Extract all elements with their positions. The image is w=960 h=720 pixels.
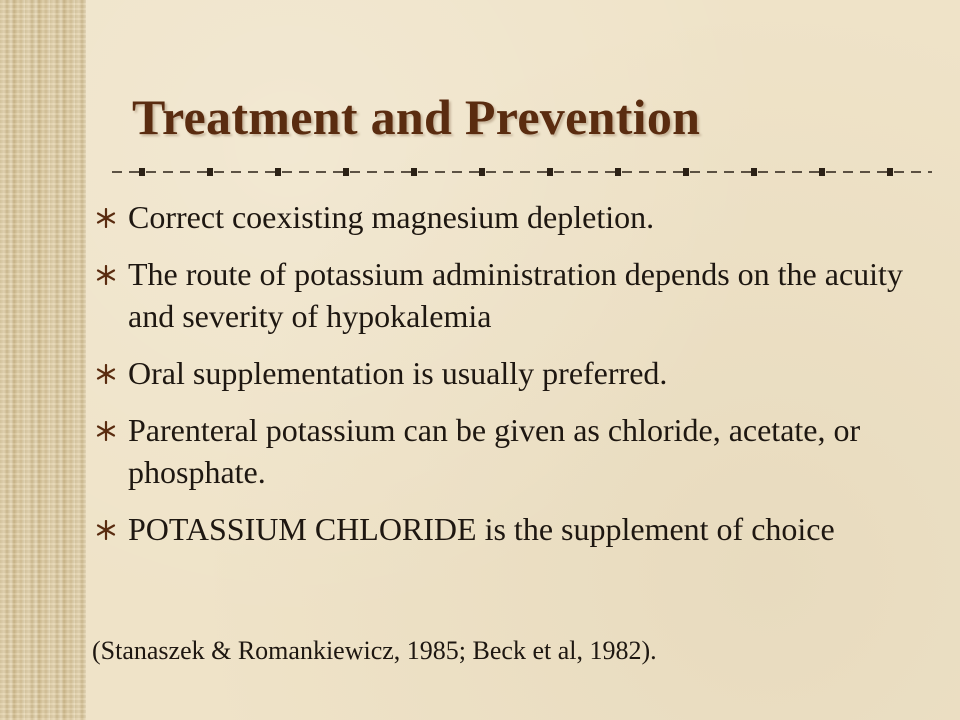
asterisk-bullet-icon	[96, 208, 116, 228]
bullet-text: Correct coexisting magnesium depletion.	[128, 199, 655, 235]
title-divider	[112, 164, 932, 180]
bullet-item	[96, 508, 926, 550]
bullet-list	[96, 196, 926, 565]
asterisk-bullet-icon	[96, 364, 116, 384]
bullet-item	[96, 409, 926, 493]
bullet-item	[96, 196, 926, 238]
slide-title: Treatment and Prevention	[132, 89, 701, 145]
left-decorative-border	[0, 0, 86, 720]
bullet-text: POTASSIUM CHLORIDE is the supplement of choice	[128, 511, 835, 547]
asterisk-bullet-icon	[96, 265, 116, 285]
bullet-item	[96, 352, 926, 394]
asterisk-bullet-icon	[96, 520, 116, 540]
bullet-text: The route of potassium administration depends on the acuity and severity of hypokalemia	[128, 256, 903, 334]
bullet-text: Parenteral potassium can be given as chloride, acetate, or phosphate.	[128, 412, 861, 490]
bullet-item	[96, 253, 926, 337]
bullet-text: Oral supplementation is usually preferred.	[128, 355, 668, 391]
asterisk-bullet-icon	[96, 421, 116, 441]
citation: (Stanaszek & Romankiewicz, 1985; Beck et al, 1982).	[92, 636, 657, 665]
